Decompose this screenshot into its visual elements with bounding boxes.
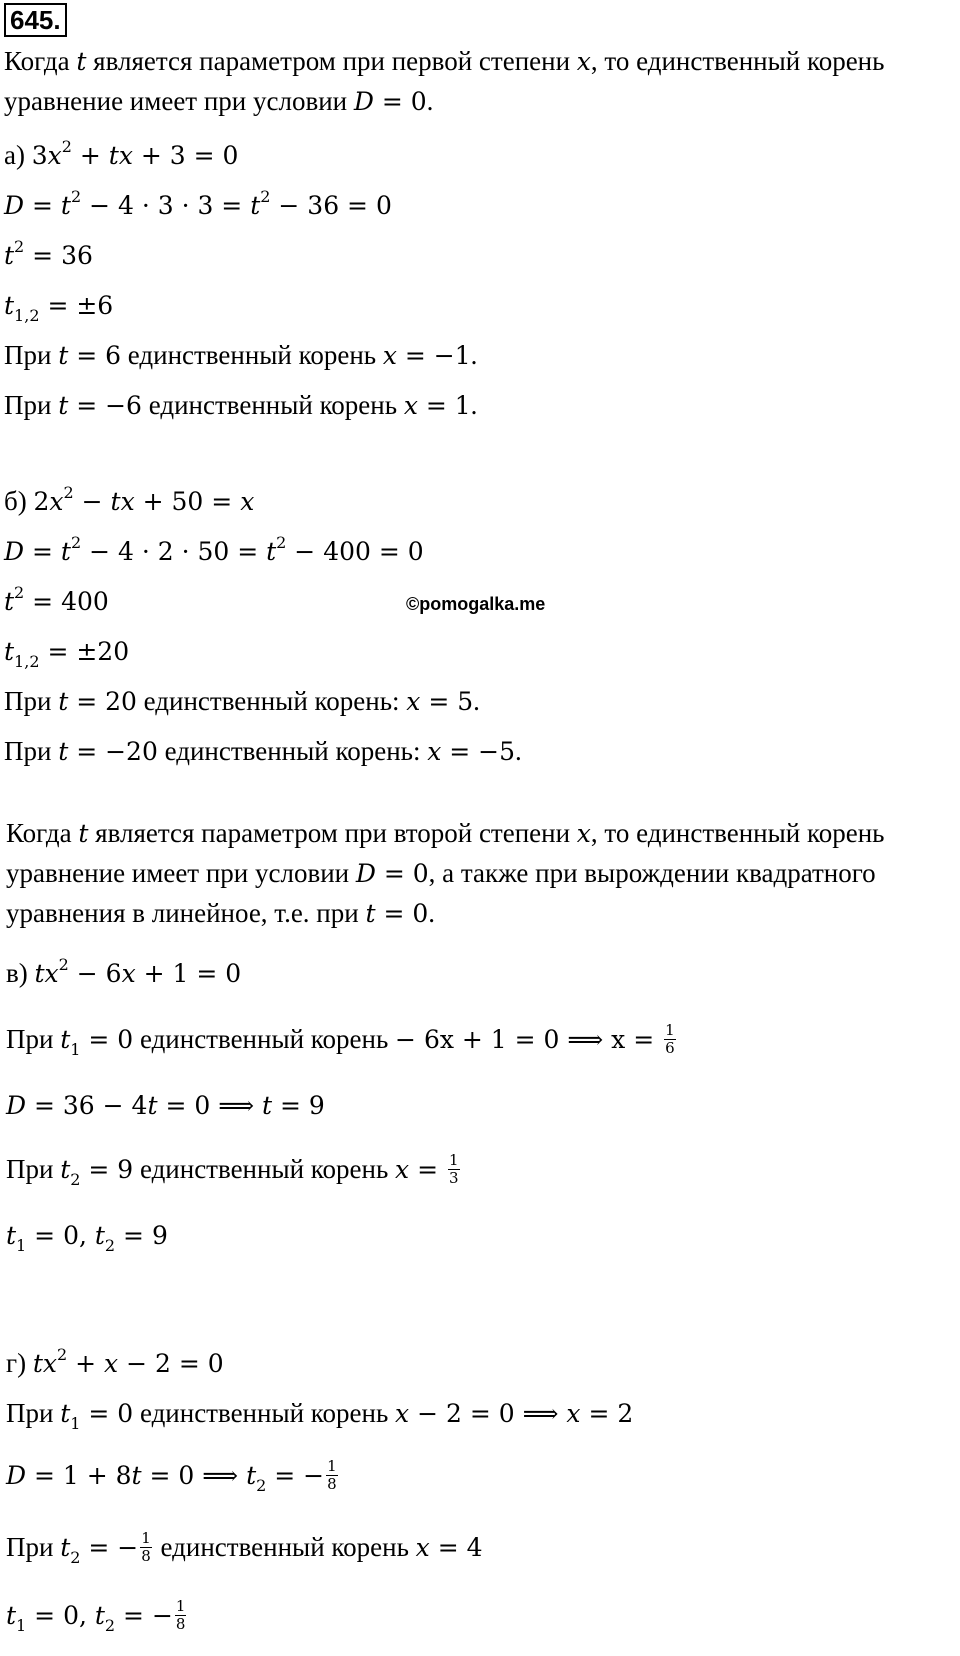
intro1-line1: Когда t является параметром при первой степени x, то единственный корень <box>4 46 885 76</box>
part-g-equation: г) $tx^2 + x - 2 = 0$ <box>6 1345 224 1378</box>
part-v-case-t1: При $t_1 = 0$ единственный корень − 6x + 1 = 0 ⟹ x = $\frac{1}{6}$ <box>6 1021 675 1059</box>
part-b-discriminant: $D = t^2 - 4 \cdot 2 \cdot 50 = t^2 - 400 = 0$ <box>4 533 424 566</box>
part-v-case-t2: При $t_2 = 9$ единственный корень x = $\frac{1}{3}$ <box>6 1151 459 1189</box>
problem-number: 645. <box>4 3 67 37</box>
part-a-discriminant: $D = t^2 - 4 \cdot 3 \cdot 3 = t^2 - 36 = 0$ <box>4 187 392 220</box>
watermark: ©pomogalka.me <box>406 594 546 614</box>
part-a-t-values: $t_{1,2} = \pm 6$ <box>4 291 114 325</box>
part-g-discriminant: D = 1 + 8t = 0 ⟹ $t_2$ = − $\frac{1}{8}$ <box>6 1457 337 1495</box>
fraction-one-eighth-2: $\frac{1}{8}$ <box>141 1529 151 1566</box>
part-v-answer: $t_1 = 0$, $t_2 = 9$ <box>6 1221 168 1255</box>
part-b-t-values: $t_{1,2} = \pm 20$ <box>4 637 130 671</box>
part-a-result1: При t = 6 единственный корень x = −1. <box>4 340 478 370</box>
part-g-case-t1: При $t_1 = 0$ единственный корень x − 2 = 0 ⟹ x = 2 <box>6 1398 634 1433</box>
part-b-equation: б) $2x^2$ − tx + 50 = x <box>4 483 255 516</box>
part-g-case-t2: При $t_2$ = − $\frac{1}{8}$ единственный корень x = 4 <box>6 1529 483 1567</box>
part-b-t-squared: $t^2 = 400$ <box>4 583 109 616</box>
intro2-line1: Когда t является параметром при второй степени x, то единственный корень <box>6 818 885 848</box>
part-g-answer: $t_1 = 0$, $t_2$ = − $\frac{1}{8}$ <box>6 1597 186 1635</box>
part-v-discriminant: D = 36 − 4t = 0 ⟹ t = 9 <box>6 1091 325 1120</box>
fraction-one-third: $\frac{1}{3}$ <box>449 1151 459 1188</box>
fraction-one-sixth: $\frac{1}{6}$ <box>665 1021 675 1058</box>
intro2-line3: уравнения в линейное, т.е. при t = 0. <box>6 898 435 928</box>
part-b-result1: При t = 20 единственный корень: x = 5. <box>4 686 480 716</box>
fraction-one-eighth-3: $\frac{1}{8}$ <box>175 1597 186 1634</box>
part-a-t-squared: $t^2 = 36$ <box>4 237 93 270</box>
part-b-result2: При t = −20 единственный корень: x = −5. <box>4 736 522 766</box>
part-a-result2: При t = −6 единственный корень x = 1. <box>4 390 478 420</box>
intro1-line2: уравнение имеет при условии D = 0. <box>4 86 434 116</box>
part-v-equation: в) $tx^2 - 6x + 1 = 0$ <box>6 955 242 988</box>
intro2-line2: уравнение имеет при условии D = 0, а также при вырождении квадратного <box>6 858 876 888</box>
part-a-equation: а) $3x^2$ + tx + 3 = 0 <box>4 137 239 170</box>
fraction-one-eighth: $\frac{1}{8}$ <box>327 1457 337 1494</box>
